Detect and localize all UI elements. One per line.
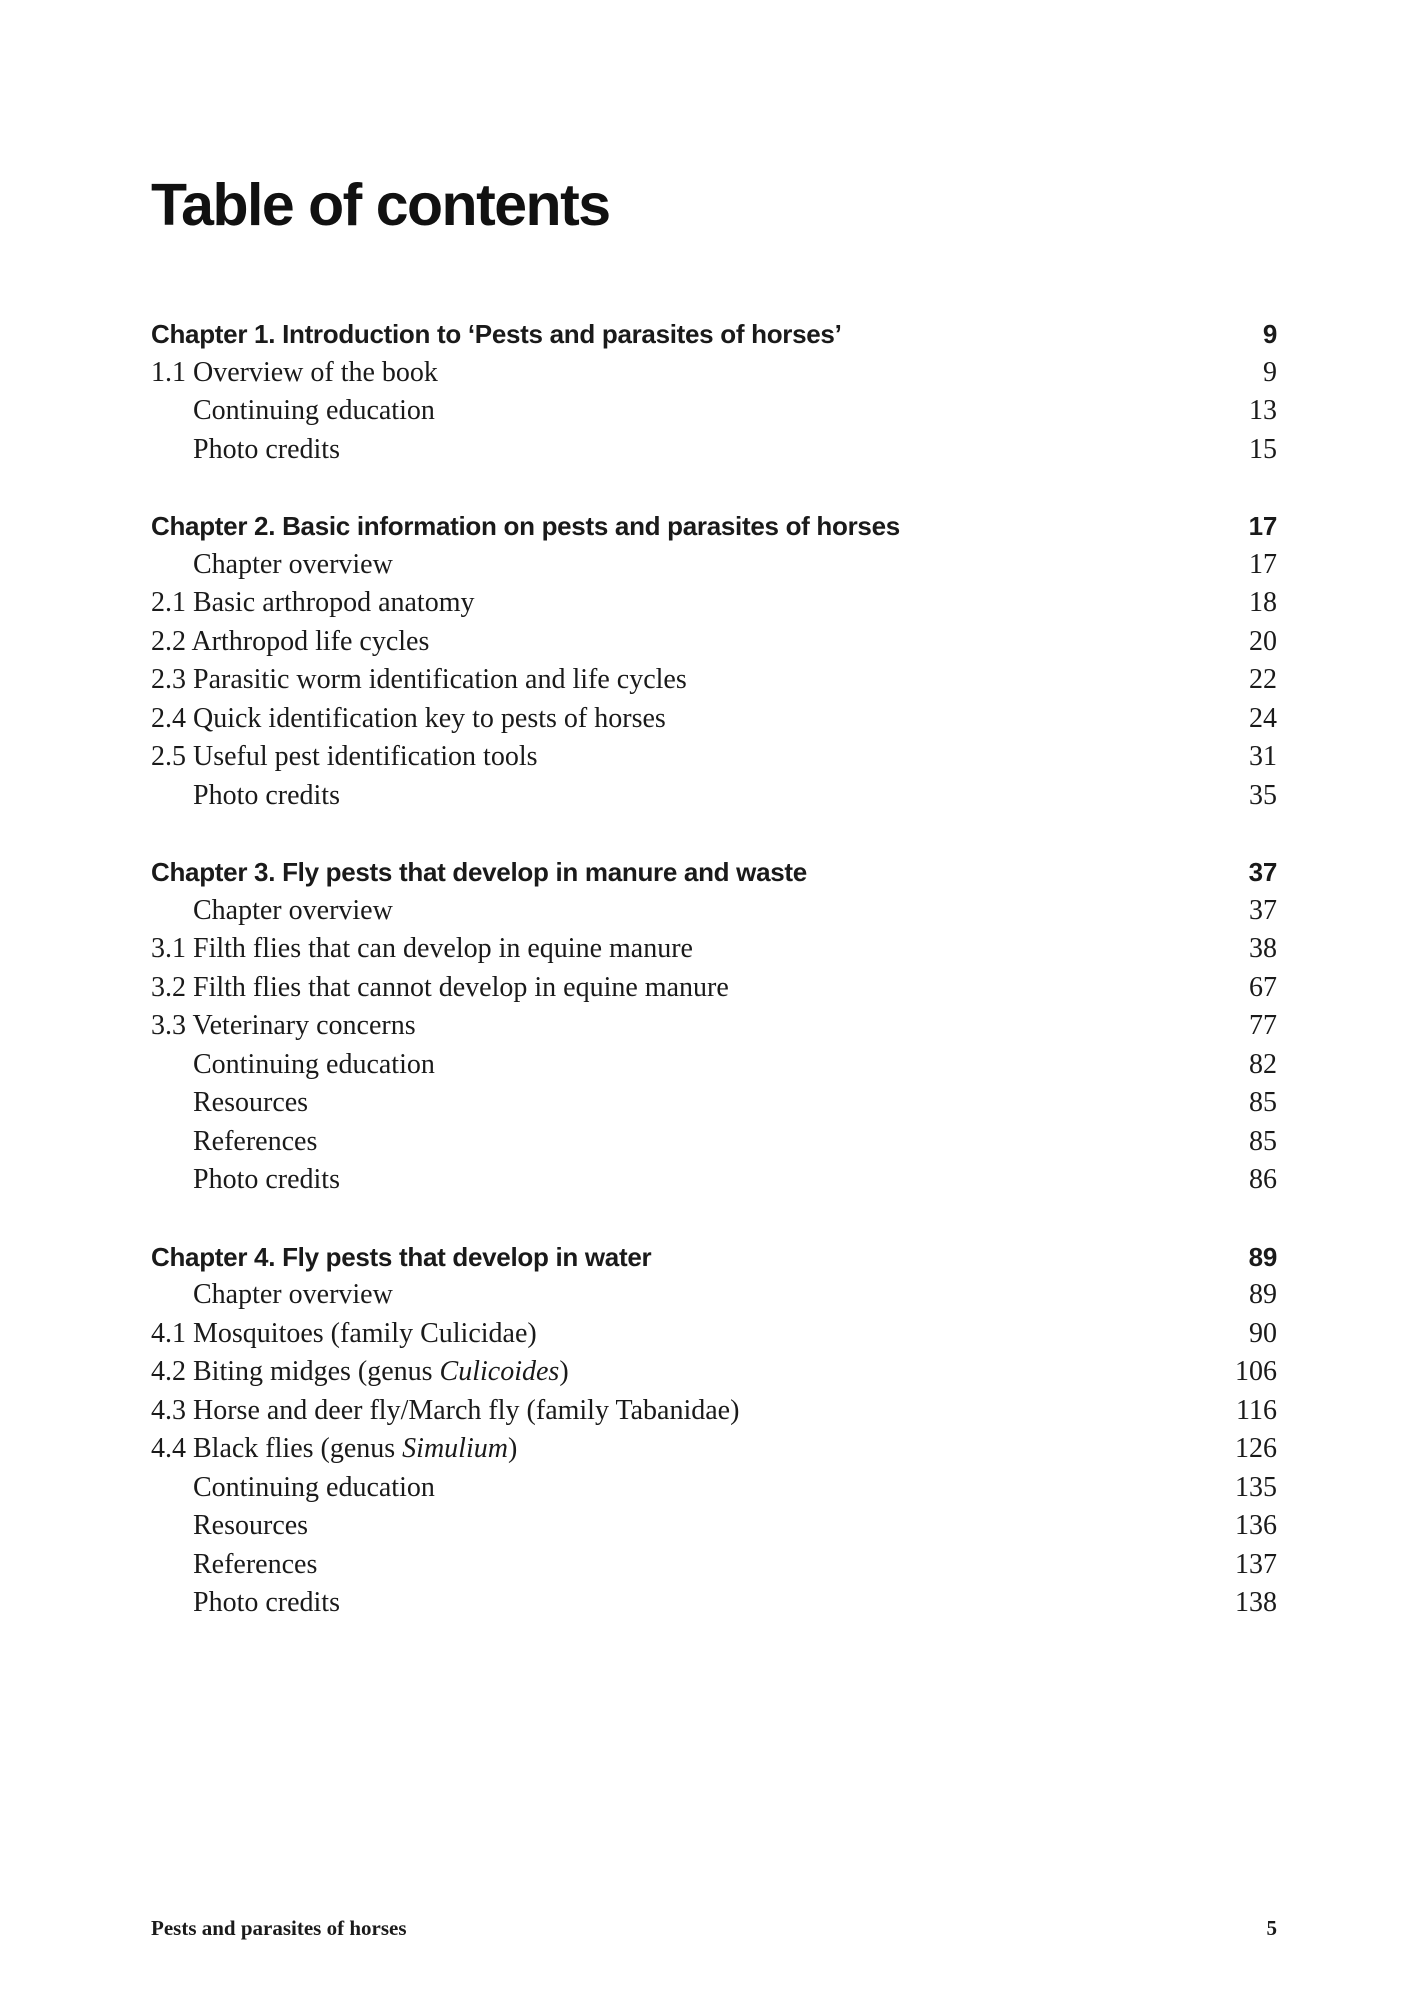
chapter-heading: Chapter 1. Introduction to ‘Pests and parasites of horses’	[151, 319, 842, 349]
toc-entry-row[interactable]	[151, 1007, 1277, 1046]
toc-entry-label: Photo credits	[193, 433, 340, 465]
toc-entry-row[interactable]	[151, 1161, 1277, 1200]
toc-entry-label-text: 4.2 Biting midges (genus	[151, 1356, 440, 1387]
toc-entry-page-number: 20	[1249, 625, 1277, 657]
chapter-heading-row[interactable]	[151, 315, 1277, 354]
toc-entry-label: Chapter overview	[193, 548, 393, 580]
toc-entry-row[interactable]	[151, 1546, 1277, 1585]
toc-entry-label: 3.2 Filth flies that cannot develop in equine manure	[151, 971, 729, 1003]
toc-entry-page-number: 31	[1249, 741, 1277, 772]
toc-entry-row[interactable]	[151, 1315, 1277, 1354]
table-of-contents	[151, 315, 1277, 1661]
toc-entry-page-number: 35	[1249, 779, 1277, 811]
toc-entry-row[interactable]	[151, 738, 1277, 777]
toc-entry-page-number: 85	[1249, 1087, 1277, 1118]
toc-entry-page-number: 37	[1249, 894, 1277, 926]
toc-entry-row[interactable]	[151, 661, 1277, 700]
toc-entry-row[interactable]	[151, 1584, 1277, 1623]
toc-entry-page-number: 136	[1235, 1510, 1277, 1541]
toc-entry-label-suffix: )	[559, 1356, 569, 1387]
toc-entry-row[interactable]	[151, 1084, 1277, 1123]
toc-entry-row[interactable]	[151, 431, 1277, 470]
footer-book-title: Pests and parasites of horses	[151, 1916, 407, 1940]
toc-entry-page-number: 86	[1249, 1164, 1277, 1195]
toc-entry-page-number: 9	[1263, 356, 1277, 388]
toc-entry-page-number: 126	[1235, 1433, 1277, 1464]
toc-entry-label: Continuing education	[193, 395, 435, 426]
toc-entry-label-text: 4.4 Black flies (genus	[151, 1433, 403, 1464]
toc-entry-page-number: 24	[1249, 702, 1277, 734]
footer-page-number: 5	[1266, 1916, 1277, 1940]
toc-entry-label	[151, 1353, 569, 1392]
chapter-page-number: 17	[1248, 511, 1277, 541]
toc-entry-row[interactable]	[151, 354, 1277, 393]
toc-entry-row[interactable]	[151, 546, 1277, 585]
toc-entry-label	[151, 1430, 517, 1469]
chapter-heading-row[interactable]	[151, 507, 1277, 546]
toc-entry-row[interactable]	[151, 392, 1277, 431]
chapter-section	[151, 853, 1277, 1200]
toc-entry-label: 3.1 Filth flies that can develop in equine manure	[151, 933, 693, 964]
toc-entry-label: 2.2 Arthropod life cycles	[151, 625, 430, 657]
toc-entry-label: 4.3 Horse and deer fly/March fly (family Tabanidae)	[151, 1394, 740, 1426]
toc-entry-label: Chapter overview	[193, 894, 393, 926]
toc-entry-label: Resources	[193, 1087, 309, 1118]
toc-entry-row[interactable]	[151, 892, 1277, 931]
toc-entry-label: Chapter overview	[193, 1279, 393, 1310]
toc-entry-label-italic: Culicoides	[439, 1356, 560, 1387]
toc-entry-label: 4.1 Mosquitoes (family Culicidae)	[151, 1317, 537, 1349]
toc-entry-page-number: 17	[1249, 548, 1277, 580]
chapter-heading: Chapter 4. Fly pests that develop in water	[151, 1241, 652, 1272]
toc-entry-row[interactable]	[151, 969, 1277, 1008]
toc-entry-page-number: 67	[1249, 971, 1277, 1003]
toc-entry-label-suffix: )	[507, 1433, 518, 1464]
toc-entry-label: References	[193, 1125, 318, 1157]
toc-entry-page-number: 138	[1235, 1587, 1277, 1618]
page-title: Table of contents	[151, 172, 610, 238]
chapter-page-number: 9	[1262, 319, 1277, 349]
toc-entry-label: 2.1 Basic arthropod anatomy	[151, 587, 475, 618]
toc-entry-page-number: 90	[1249, 1317, 1277, 1349]
toc-entry-page-number: 82	[1249, 1048, 1277, 1080]
toc-entry-row[interactable]	[151, 930, 1277, 969]
toc-entry-row[interactable]	[151, 1046, 1277, 1085]
toc-entry-row[interactable]	[151, 1392, 1277, 1431]
toc-entry-row[interactable]	[151, 777, 1277, 816]
toc-entry-row[interactable]	[151, 1469, 1277, 1508]
toc-entry-page-number: 38	[1249, 933, 1277, 964]
chapter-heading: Chapter 2. Basic information on pests and parasites of horses	[151, 511, 900, 541]
toc-entry-page-number: 15	[1249, 433, 1277, 465]
toc-entry-page-number: 85	[1249, 1125, 1277, 1157]
chapter-page-number: 37	[1248, 857, 1277, 887]
toc-entry-page-number: 77	[1249, 1010, 1277, 1041]
page-footer	[151, 1916, 1277, 1941]
toc-entry-row[interactable]	[151, 1123, 1277, 1162]
toc-entry-row[interactable]	[151, 584, 1277, 623]
chapter-page-number: 89	[1248, 1241, 1277, 1272]
toc-entry-page-number: 13	[1249, 395, 1277, 426]
toc-entry-page-number: 22	[1249, 664, 1277, 695]
toc-entry-row[interactable]	[151, 1430, 1277, 1469]
chapter-section	[151, 507, 1277, 815]
toc-entry-label: Resources	[193, 1510, 309, 1541]
toc-entry-label: References	[193, 1548, 318, 1580]
toc-entry-label: Photo credits	[193, 1164, 340, 1195]
toc-entry-label: Continuing education	[193, 1048, 435, 1080]
toc-entry-label: 2.5 Useful pest identification tools	[151, 741, 538, 772]
chapter-heading-row[interactable]	[151, 853, 1277, 892]
toc-entry-label-italic: Simulium	[402, 1433, 508, 1464]
chapter-section	[151, 1238, 1277, 1623]
toc-entry-row[interactable]	[151, 1507, 1277, 1546]
toc-entry-page-number: 116	[1236, 1394, 1277, 1426]
toc-entry-label: 1.1 Overview of the book	[151, 356, 438, 388]
chapter-heading-row[interactable]	[151, 1238, 1277, 1277]
toc-entry-row[interactable]	[151, 1276, 1277, 1315]
chapter-heading: Chapter 3. Fly pests that develop in manure and waste	[151, 857, 807, 887]
toc-entry-label: Photo credits	[193, 779, 340, 811]
toc-entry-row[interactable]	[151, 700, 1277, 739]
toc-entry-label: 2.3 Parasitic worm identification and life cycles	[151, 664, 687, 695]
toc-entry-label: Photo credits	[193, 1587, 340, 1618]
toc-entry-page-number: 18	[1249, 587, 1277, 618]
toc-entry-page-number: 135	[1235, 1471, 1277, 1503]
chapter-section	[151, 315, 1277, 469]
toc-entry-row[interactable]	[151, 1353, 1277, 1392]
toc-entry-label: 2.4 Quick identification key to pests of horses	[151, 702, 666, 734]
toc-entry-page-number: 106	[1235, 1356, 1277, 1387]
toc-entry-label: 3.3 Veterinary concerns	[151, 1010, 416, 1041]
toc-entry-page-number: 137	[1235, 1548, 1277, 1580]
toc-entry-row[interactable]	[151, 623, 1277, 662]
toc-entry-page-number: 89	[1249, 1279, 1277, 1310]
toc-entry-label: Continuing education	[193, 1471, 435, 1503]
